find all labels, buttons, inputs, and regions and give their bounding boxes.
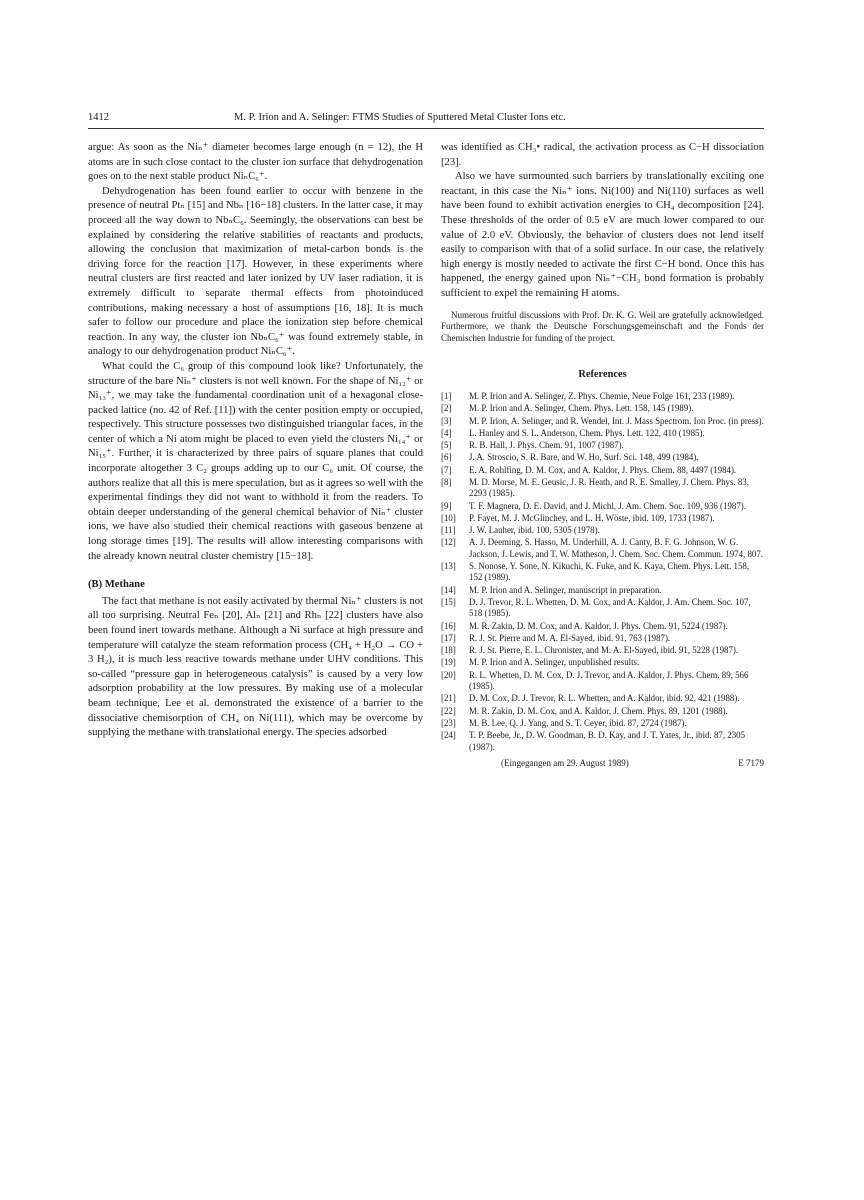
reference-number: [23] bbox=[441, 717, 456, 728]
reference-number: [7] bbox=[441, 464, 452, 475]
reference-item bbox=[441, 706, 764, 717]
reference-item bbox=[441, 645, 764, 656]
reference-text: J. W. Lauher, ibid. 100, 5305 (1978). bbox=[469, 525, 600, 536]
running-header bbox=[88, 112, 764, 129]
body-paragraph: What could the C₆ group of this compound look like? Unfortunately, the structure of the bare Niₙ⁺ clusters is not well known. For the shape of Ni₁₂⁺ or Ni₁₃⁺, we may take the fundamental coordination unit of a hexagonal close-packed lattice (no. 42 of Ref. [11]) with the center position empty or occupied, respectively. This structure possesses two distinguished triangular faces, in the center of which a Ni atom might be placed to even yield the clusters Ni₁₄⁺ or Ni₁₅⁺. Further, it is characterized by three pairs of square planes that could incorporate altogether 3 C₂ groups adding up to our C₆ unit. Of course, the authors realize that all this is mere speculation, but as it agrees so well with the experimental findings they did not want to withhold it from the readers. To obtain deeper understanding of the general chemical behavior of Niₙ⁺ cluster ions, we have also studied their chemical reactions with gaseous benzene at long storage times [19]. The results will allow interesting comparisons with the already known neutral cluster chemistry [15−18]. bbox=[88, 360, 423, 562]
reference-text: M. P. Irion and A. Selinger, unpublished results. bbox=[469, 657, 640, 668]
reference-number: [5] bbox=[441, 440, 452, 451]
reference-number: [21] bbox=[441, 693, 456, 704]
reference-number: [1] bbox=[441, 390, 452, 401]
reference-item bbox=[441, 718, 764, 729]
reference-text: R. B. Hall, J. Phys. Chem. 91, 1007 (1987). bbox=[469, 440, 624, 451]
reference-number: [19] bbox=[441, 657, 456, 668]
reference-item bbox=[441, 501, 764, 512]
reference-item bbox=[441, 561, 764, 584]
acknowledgement: Numerous fruitful discussions with Prof. Dr. K. G. Weil are gratefully acknowledged. Furthermore, we thank the Deutsche Forschungsgemeinschaft and the Fonds der Chemischen Industrie for funding of the project. bbox=[441, 309, 764, 343]
references-heading: References bbox=[578, 369, 627, 381]
body-paragraph: was identified as CH₃• radical, the activation process as C−H dissociation [23]. bbox=[441, 142, 764, 168]
reference-number: [24] bbox=[441, 730, 456, 741]
reference-number: [22] bbox=[441, 705, 456, 716]
reference-item bbox=[441, 440, 764, 451]
reference-number: [18] bbox=[441, 645, 456, 656]
reference-text: R. L. Whetten, D. M. Cox, D. J. Trevor, and A. Kaldor, J. Phys. Chem. 89, 566 (1985). bbox=[469, 669, 749, 692]
reference-item bbox=[441, 537, 764, 560]
running-title: M. P. Irion and A. Selinger: FTMS Studies of Sputtered Metal Cluster Ions etc. bbox=[234, 112, 566, 123]
reference-item bbox=[441, 416, 764, 427]
reference-list bbox=[441, 391, 764, 753]
reference-text: M. R. Zakin, D. M. Cox, and A. Kaldor, J. Chem. Phys. 89, 1201 (1988). bbox=[469, 705, 728, 716]
reference-text: E. A. Rohlfing, D. M. Cox, and A. Kaldor, J. Phys. Chem. 88, 4497 (1984). bbox=[469, 464, 737, 475]
reference-item bbox=[441, 657, 764, 668]
reference-item bbox=[441, 597, 764, 620]
reference-text: T. F. Magnera, D. E. David, and J. Michl, J. Am. Chem. Soc. 109, 936 (1987). bbox=[469, 500, 746, 511]
reference-item bbox=[441, 477, 764, 500]
reference-text: P. Fayet, M. J. McGlinchey, and L. H. Wöste, ibid. 109, 1733 (1987). bbox=[469, 512, 715, 523]
reference-item bbox=[441, 621, 764, 632]
reference-item bbox=[441, 633, 764, 644]
reference-number: [10] bbox=[441, 512, 456, 523]
reference-item bbox=[441, 403, 764, 414]
reference-number: [20] bbox=[441, 669, 456, 680]
reference-number: [3] bbox=[441, 415, 452, 426]
reference-text: D. J. Trevor, R. L. Whetten, D. M. Cox, and A. Kaldor, J. Am. Chem. Soc. 107, 518 (1985). bbox=[469, 596, 751, 619]
reference-number: [15] bbox=[441, 596, 456, 607]
reference-number: [12] bbox=[441, 537, 456, 548]
page-number: 1412 bbox=[88, 112, 109, 123]
reference-item bbox=[441, 585, 764, 596]
left-column bbox=[88, 141, 423, 741]
reference-text: R. J. St. Pierre, E. L. Chronister, and M. A. El-Sayed, ibid. 91, 5228 (1987). bbox=[469, 645, 739, 656]
reference-text: M. P. Irion and A. Selinger, Chem. Phys. Lett. 158, 145 (1989). bbox=[469, 403, 694, 414]
reference-text: M. P. Irion, A. Selinger, and R. Wendel, Int. J. Mass Spectrom. Ion Proc. (in press). bbox=[469, 415, 764, 426]
reference-number: [9] bbox=[441, 500, 452, 511]
reference-number: [8] bbox=[441, 476, 452, 487]
reference-text: D. M. Cox, D. J. Trevor, R. L. Whetten, and A. Kaldor, ibid. 92, 421 (1988). bbox=[469, 693, 740, 704]
reference-text: M. D. Morse, M. E. Geusic, J. R. Heath, and R. E. Smalley, J. Chem. Phys. 83, 2293 (1985). bbox=[469, 476, 749, 499]
reference-item bbox=[441, 465, 764, 476]
body-paragraph: Also we have surmounted such barriers by translationally exciting one reactant, in this case the Niₙ⁺ ions. Ni(100) and Ni(110) surfaces as well have been found to exhibit activation energies to CH₄ decomposition [24]. These thresholds of the order of 0.5 eV are much lower compared to our value of 2.0 eV. Obviously, the behavior of clusters does not lend itself easily to comparison with that of a solid surface. In our case, the relatively high energy is mostly needed to activate the first C−H bond. Once this has happened, the energy gained upon Niₙ⁺−CH₃ bond formation is probably sufficient to expel the remaining H atoms. bbox=[441, 171, 764, 299]
reference-number: [16] bbox=[441, 620, 456, 631]
reference-item bbox=[441, 428, 764, 439]
reference-number: [17] bbox=[441, 632, 456, 643]
body-paragraph: argue: As soon as the Niₙ⁺ diameter becomes large enough (n = 12), the H atoms are in such close contact to the cluster ion surface that dehydrogenation goes on to the next stable product NiₙC₆⁺. bbox=[88, 142, 423, 183]
reference-text: S. Nonose, Y. Sone, N. Kikuchi, K. Fuke, and K. Kaya, Chem. Phys. Lett. 158, 152 (1989). bbox=[469, 561, 750, 583]
reference-text: T. P. Beebe, Jr., D. W. Goodman, B. D. Kay, and J. T. Yates, Jr., ibid. 87, 2305 (1987). bbox=[469, 730, 746, 752]
body-paragraph: Dehydrogenation has been found earlier to occur with benzene in the presence of neutral Ptₙ [15] and Nbₙ [16−18] clusters. In the latter case, it may proceed all the way down to NbₙC₆. Seemingly, the observations can best be explained by considering the relative stabilities of reactants and products, allowing the conclusion that maximization of metal-carbon bonds is the driving force for the reaction [17]. However, in these experiments where neutral clusters are first reacted and later ionized by UV laser radiation, it is extremely difficult to separate thermal effects from photoinduced contributions, making necessary a host of assumptions [16, 18]. It is much safer to follow our procedure and place the ionization step before chemical reaction. In any way, the cluster ion NbₙC₆⁺ was found extremely stable, in analogy to our dehydrogenation product NiₙC₆⁺. bbox=[88, 185, 423, 358]
reference-text: M. B. Lee, Q. J. Yang, and S. T. Ceyer, ibid. 87, 2724 (1987). bbox=[469, 717, 687, 728]
reference-number: [2] bbox=[441, 403, 452, 414]
reference-text: R. J. St. Pierre and M. A. El-Sayed, ibid. 91, 763 (1987). bbox=[469, 632, 671, 643]
reference-number: [11] bbox=[441, 525, 456, 536]
right-column bbox=[441, 141, 764, 770]
reference-number: [4] bbox=[441, 427, 452, 438]
reference-item bbox=[441, 513, 764, 524]
reference-text: M. R. Zakin, D. M. Cox, and A. Kaldor, J. Phys. Chem. 91, 5224 (1987). bbox=[469, 620, 728, 631]
received-date: (Eingegangen am 29. August 1989) bbox=[501, 757, 629, 768]
reference-item bbox=[441, 391, 764, 402]
reference-item bbox=[441, 452, 764, 463]
reference-item bbox=[441, 670, 764, 693]
reference-item bbox=[441, 693, 764, 704]
reference-text: M. P. Irion and A. Selinger, Z. Phys. Chemie, Neue Folge 161, 233 (1989). bbox=[469, 390, 735, 401]
reference-text: A. J. Deeming, S. Hasso, M. Underhill, A. J. Canty, B. F. G. Johnson, W. G. Jackson, J. Lewis, and T. W. Matheson, J. Chem. Soc. Chem. Commun. 1974, 807. bbox=[469, 537, 764, 559]
reference-text: L. Hanley and S. L. Anderson, Chem. Phys. Lett. 122, 410 (1985). bbox=[469, 427, 705, 438]
reference-item bbox=[441, 525, 764, 536]
reference-number: [6] bbox=[441, 452, 452, 463]
section-heading: (B) Methane bbox=[88, 579, 145, 591]
reference-item bbox=[441, 730, 764, 753]
reference-number: [14] bbox=[441, 584, 456, 595]
reference-number: [13] bbox=[441, 561, 456, 572]
received-line bbox=[441, 756, 764, 771]
reference-text: M. P. Irion and A. Selinger, manuscript in preparation. bbox=[469, 584, 662, 595]
body-paragraph: The fact that methane is not easily activated by thermal Niₙ⁺ clusters is not all too surprising. Neutral Feₙ [20], Alₙ [21] and Rhₙ [22] clusters have also been found inert towards methane. Although a Ni surface at high pressure and temperature will catalyze the steam reformation process (CH₄ + H₂O → CO + 3 H₂), it is much less reactive towards methane under UHV conditions. This so-called “pressure gap in heterogeneous catalysis” is caused by a very low adsorption probability at the low pressures. By making use of a molecular beam technique, Lee et al. demonstrated the existence of a barrier to the dissociative chemisorption of CH₄ on Ni(111), which may be overcome by supplying the methane with translational energy. The species adsorbed bbox=[88, 595, 423, 739]
reference-text: J. A. Stroscio, S. R. Bare, and W. Ho, Surf. Sci. 148, 499 (1984). bbox=[469, 452, 699, 463]
article-code: E 7179 bbox=[738, 757, 764, 768]
